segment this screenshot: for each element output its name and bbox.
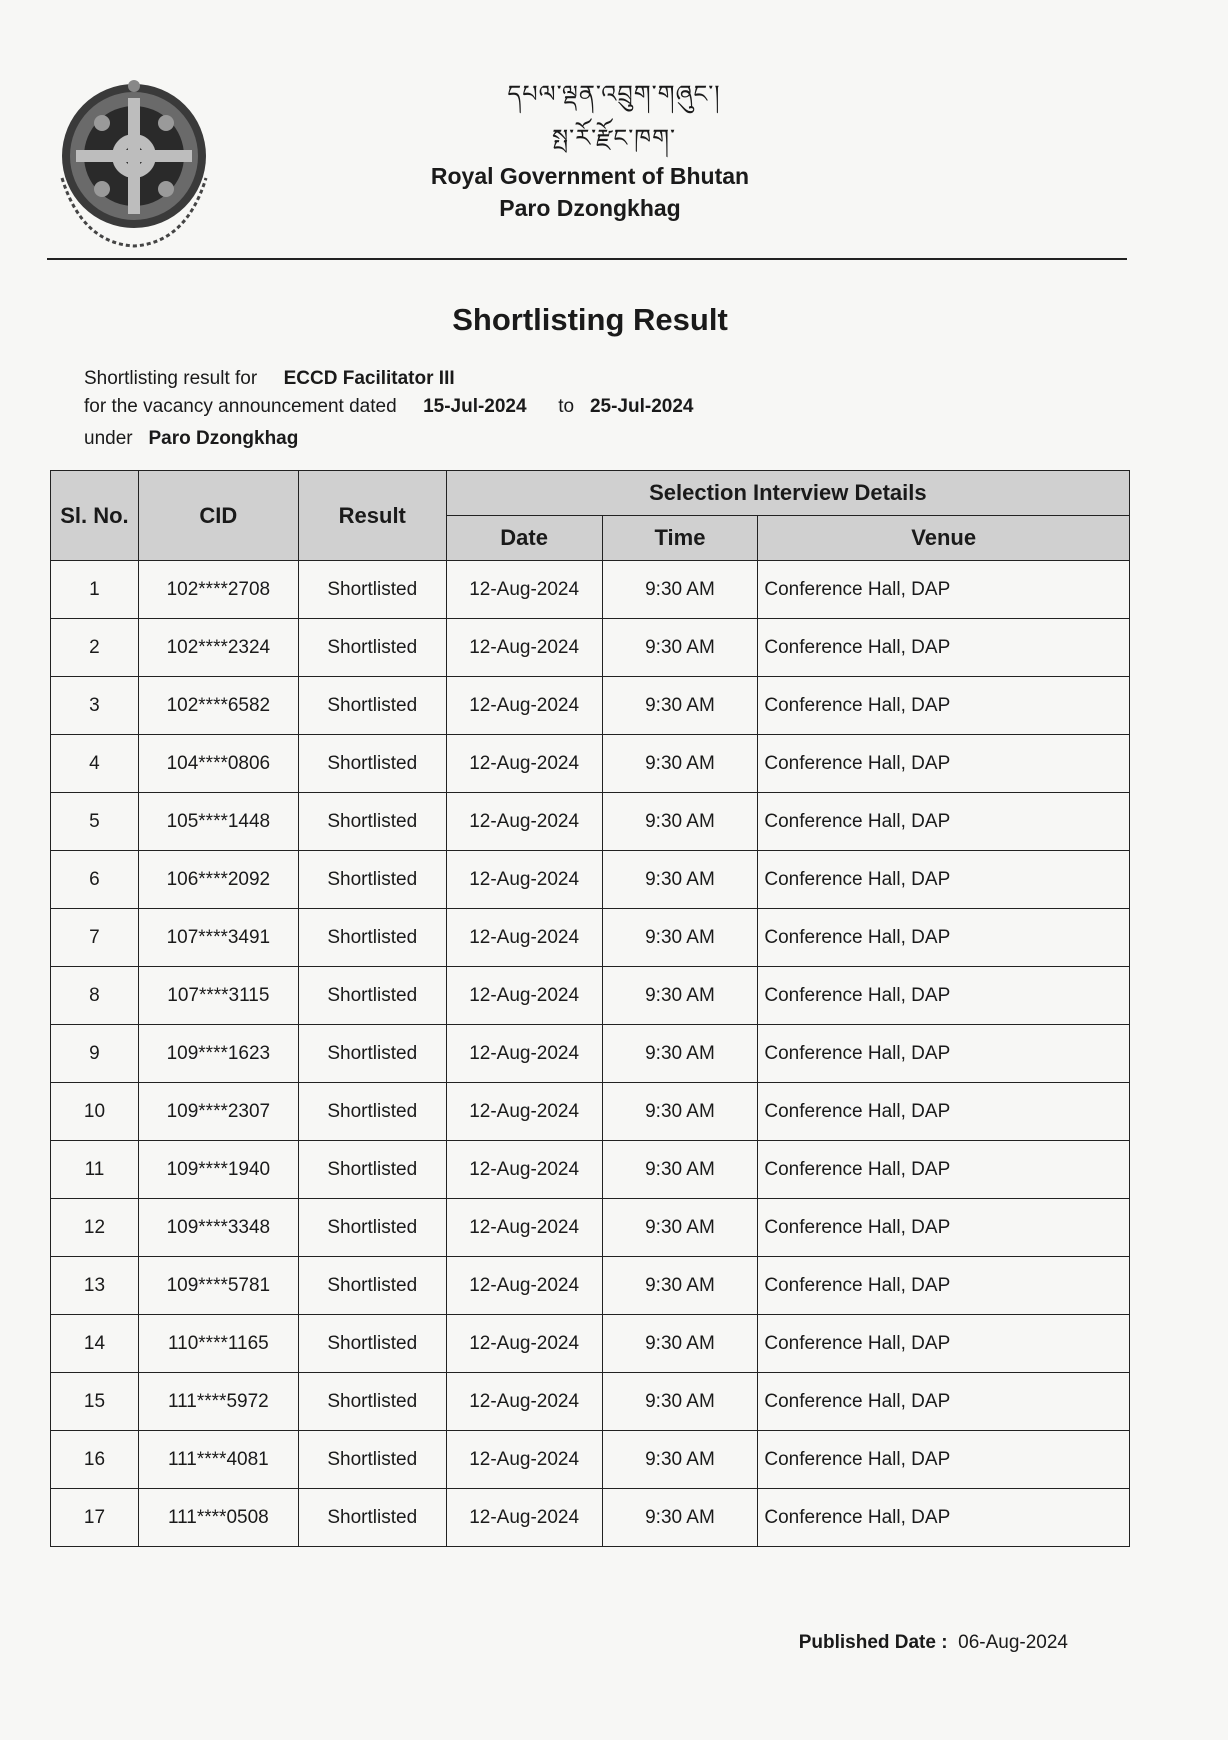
- table-row: [51, 1199, 1130, 1257]
- date-from: 15-Jul-2024: [423, 396, 527, 417]
- cell-sl: 7: [51, 909, 139, 967]
- cell-result: Shortlisted: [298, 793, 446, 851]
- cell-cid: 109****5781: [138, 1257, 298, 1315]
- cell-cid: 109****1623: [138, 1025, 298, 1083]
- cell-cid: 111****4081: [138, 1431, 298, 1489]
- org-line-1: Royal Government of Bhutan: [430, 163, 750, 189]
- cell-result: Shortlisted: [298, 1141, 446, 1199]
- cell-result: Shortlisted: [298, 561, 446, 619]
- table-row: [51, 1373, 1130, 1431]
- cell-venue: Conference Hall, DAP: [758, 1025, 1130, 1083]
- cell-date: 12-Aug-2024: [446, 735, 602, 793]
- cell-sl: 5: [51, 793, 139, 851]
- cell-venue: Conference Hall, DAP: [758, 851, 1130, 909]
- position-name: ECCD Facilitator III: [283, 368, 455, 389]
- table-body: [51, 561, 1130, 1547]
- intro-label-3: under: [84, 428, 133, 449]
- cell-sl: 6: [51, 851, 139, 909]
- cell-cid: 109****1940: [138, 1141, 298, 1199]
- dzongkha-dzongkhag-title: སྤ་རོ་རྫོང་ཁག་: [551, 124, 677, 152]
- cell-date: 12-Aug-2024: [446, 1489, 602, 1547]
- cell-result: Shortlisted: [298, 909, 446, 967]
- table-row: [51, 909, 1130, 967]
- cell-date: 12-Aug-2024: [446, 1431, 602, 1489]
- cell-venue: Conference Hall, DAP: [758, 1315, 1130, 1373]
- cell-cid: 102****2708: [138, 561, 298, 619]
- intro-line-agency: [84, 428, 298, 450]
- cell-cid: 107****3115: [138, 967, 298, 1025]
- cell-time: 9:30 AM: [602, 909, 758, 967]
- cell-date: 12-Aug-2024: [446, 1315, 602, 1373]
- header-interview-details: Selection Interview Details: [446, 471, 1129, 516]
- date-to: 25-Jul-2024: [589, 396, 694, 417]
- cell-result: Shortlisted: [298, 967, 446, 1025]
- results-table: [50, 470, 1130, 1547]
- cell-venue: Conference Hall, DAP: [758, 967, 1130, 1025]
- cell-cid: 111****0508: [138, 1489, 298, 1547]
- cell-venue: Conference Hall, DAP: [758, 793, 1130, 851]
- cell-date: 12-Aug-2024: [446, 1199, 602, 1257]
- cell-sl: 1: [51, 561, 139, 619]
- table-row: [51, 1083, 1130, 1141]
- cell-result: Shortlisted: [298, 1489, 446, 1547]
- cell-result: Shortlisted: [298, 1257, 446, 1315]
- org-line-2: Paro Dzongkhag: [499, 195, 681, 221]
- cell-venue: Conference Hall, DAP: [758, 1257, 1130, 1315]
- cell-time: 9:30 AM: [602, 967, 758, 1025]
- cell-cid: 107****3491: [138, 909, 298, 967]
- cell-result: Shortlisted: [298, 1373, 446, 1431]
- header-divider: [47, 258, 1127, 260]
- cell-venue: Conference Hall, DAP: [758, 1489, 1130, 1547]
- cell-time: 9:30 AM: [602, 1257, 758, 1315]
- organization-title: [380, 160, 800, 224]
- cell-date: 12-Aug-2024: [446, 1025, 602, 1083]
- cell-date: 12-Aug-2024: [446, 851, 602, 909]
- cell-sl: 9: [51, 1025, 139, 1083]
- cell-date: 12-Aug-2024: [446, 1141, 602, 1199]
- cell-time: 9:30 AM: [602, 677, 758, 735]
- cell-venue: Conference Hall, DAP: [758, 1199, 1130, 1257]
- table-row: [51, 1315, 1130, 1373]
- table-row: [51, 561, 1130, 619]
- table-row: [51, 793, 1130, 851]
- cell-time: 9:30 AM: [602, 1141, 758, 1199]
- cell-result: Shortlisted: [298, 1199, 446, 1257]
- published-value: 06-Aug-2024: [958, 1632, 1068, 1653]
- cell-date: 12-Aug-2024: [446, 909, 602, 967]
- cell-result: Shortlisted: [298, 1315, 446, 1373]
- to-label: to: [558, 396, 575, 417]
- cell-sl: 11: [51, 1141, 139, 1199]
- cell-time: 9:30 AM: [602, 1083, 758, 1141]
- table-row: [51, 851, 1130, 909]
- cell-cid: 102****2324: [138, 619, 298, 677]
- cell-time: 9:30 AM: [602, 1025, 758, 1083]
- cell-sl: 10: [51, 1083, 139, 1141]
- intro-line-position: [84, 368, 455, 390]
- cell-result: Shortlisted: [298, 619, 446, 677]
- cell-result: Shortlisted: [298, 1083, 446, 1141]
- cell-venue: Conference Hall, DAP: [758, 735, 1130, 793]
- cell-cid: 109****3348: [138, 1199, 298, 1257]
- cell-sl: 16: [51, 1431, 139, 1489]
- cell-date: 12-Aug-2024: [446, 1373, 602, 1431]
- cell-time: 9:30 AM: [602, 793, 758, 851]
- header-sl-no: Sl. No.: [51, 471, 139, 561]
- table-row: [51, 967, 1130, 1025]
- table-row: [51, 1025, 1130, 1083]
- cell-date: 12-Aug-2024: [446, 619, 602, 677]
- cell-sl: 4: [51, 735, 139, 793]
- cell-time: 9:30 AM: [602, 735, 758, 793]
- dzongkha-government-title: དཔལ་ལྡན་འབྲུག་གཞུང་།: [507, 80, 721, 108]
- agency-name: Paro Dzongkhag: [148, 428, 299, 449]
- published-date: [799, 1632, 1068, 1654]
- cell-result: Shortlisted: [298, 1431, 446, 1489]
- cell-cid: 104****0806: [138, 735, 298, 793]
- table-row: [51, 735, 1130, 793]
- cell-sl: 2: [51, 619, 139, 677]
- cell-date: 12-Aug-2024: [446, 1083, 602, 1141]
- cell-result: Shortlisted: [298, 1025, 446, 1083]
- published-label: Published Date :: [798, 1632, 948, 1653]
- cell-result: Shortlisted: [298, 851, 446, 909]
- cell-sl: 13: [51, 1257, 139, 1315]
- cell-venue: Conference Hall, DAP: [758, 1431, 1130, 1489]
- cell-date: 12-Aug-2024: [446, 1257, 602, 1315]
- table-row: [51, 1431, 1130, 1489]
- cell-sl: 12: [51, 1199, 139, 1257]
- cell-time: 9:30 AM: [602, 561, 758, 619]
- table-row: [51, 619, 1130, 677]
- table-row: [51, 1141, 1130, 1199]
- cell-cid: 110****1165: [138, 1315, 298, 1373]
- cell-result: Shortlisted: [298, 735, 446, 793]
- cell-date: 12-Aug-2024: [446, 677, 602, 735]
- cell-venue: Conference Hall, DAP: [758, 619, 1130, 677]
- header-date: Date: [446, 516, 602, 561]
- cell-venue: Conference Hall, DAP: [758, 909, 1130, 967]
- cell-date: 12-Aug-2024: [446, 967, 602, 1025]
- cell-cid: 111****5972: [138, 1373, 298, 1431]
- cell-result: Shortlisted: [298, 677, 446, 735]
- cell-venue: Conference Hall, DAP: [758, 1141, 1130, 1199]
- intro-label-1: Shortlisting result for: [84, 368, 258, 389]
- intro-label-2: for the vacancy announcement dated: [84, 396, 397, 417]
- cell-time: 9:30 AM: [602, 1199, 758, 1257]
- table-row: [51, 1489, 1130, 1547]
- header-time: Time: [602, 516, 758, 561]
- cell-sl: 3: [51, 677, 139, 735]
- cell-cid: 102****6582: [138, 677, 298, 735]
- cell-cid: 109****2307: [138, 1083, 298, 1141]
- cell-time: 9:30 AM: [602, 851, 758, 909]
- cell-cid: 106****2092: [138, 851, 298, 909]
- cell-date: 12-Aug-2024: [446, 561, 602, 619]
- cell-date: 12-Aug-2024: [446, 793, 602, 851]
- table-row: [51, 1257, 1130, 1315]
- cell-venue: Conference Hall, DAP: [758, 1373, 1130, 1431]
- cell-sl: 14: [51, 1315, 139, 1373]
- table-header: [51, 471, 1130, 561]
- page-title: Shortlisting Result: [452, 302, 728, 337]
- cell-venue: Conference Hall, DAP: [758, 561, 1130, 619]
- table-row: [51, 677, 1130, 735]
- header-venue: Venue: [758, 516, 1130, 561]
- intro-line-dates: [84, 396, 693, 418]
- cell-time: 9:30 AM: [602, 1373, 758, 1431]
- cell-cid: 105****1448: [138, 793, 298, 851]
- cell-venue: Conference Hall, DAP: [758, 677, 1130, 735]
- cell-time: 9:30 AM: [602, 1315, 758, 1373]
- cell-time: 9:30 AM: [602, 1431, 758, 1489]
- cell-venue: Conference Hall, DAP: [758, 1083, 1130, 1141]
- cell-time: 9:30 AM: [602, 1489, 758, 1547]
- cell-sl: 15: [51, 1373, 139, 1431]
- header-cid: CID: [138, 471, 298, 561]
- cell-time: 9:30 AM: [602, 619, 758, 677]
- cell-sl: 17: [51, 1489, 139, 1547]
- cell-sl: 8: [51, 967, 139, 1025]
- header-result: Result: [298, 471, 446, 561]
